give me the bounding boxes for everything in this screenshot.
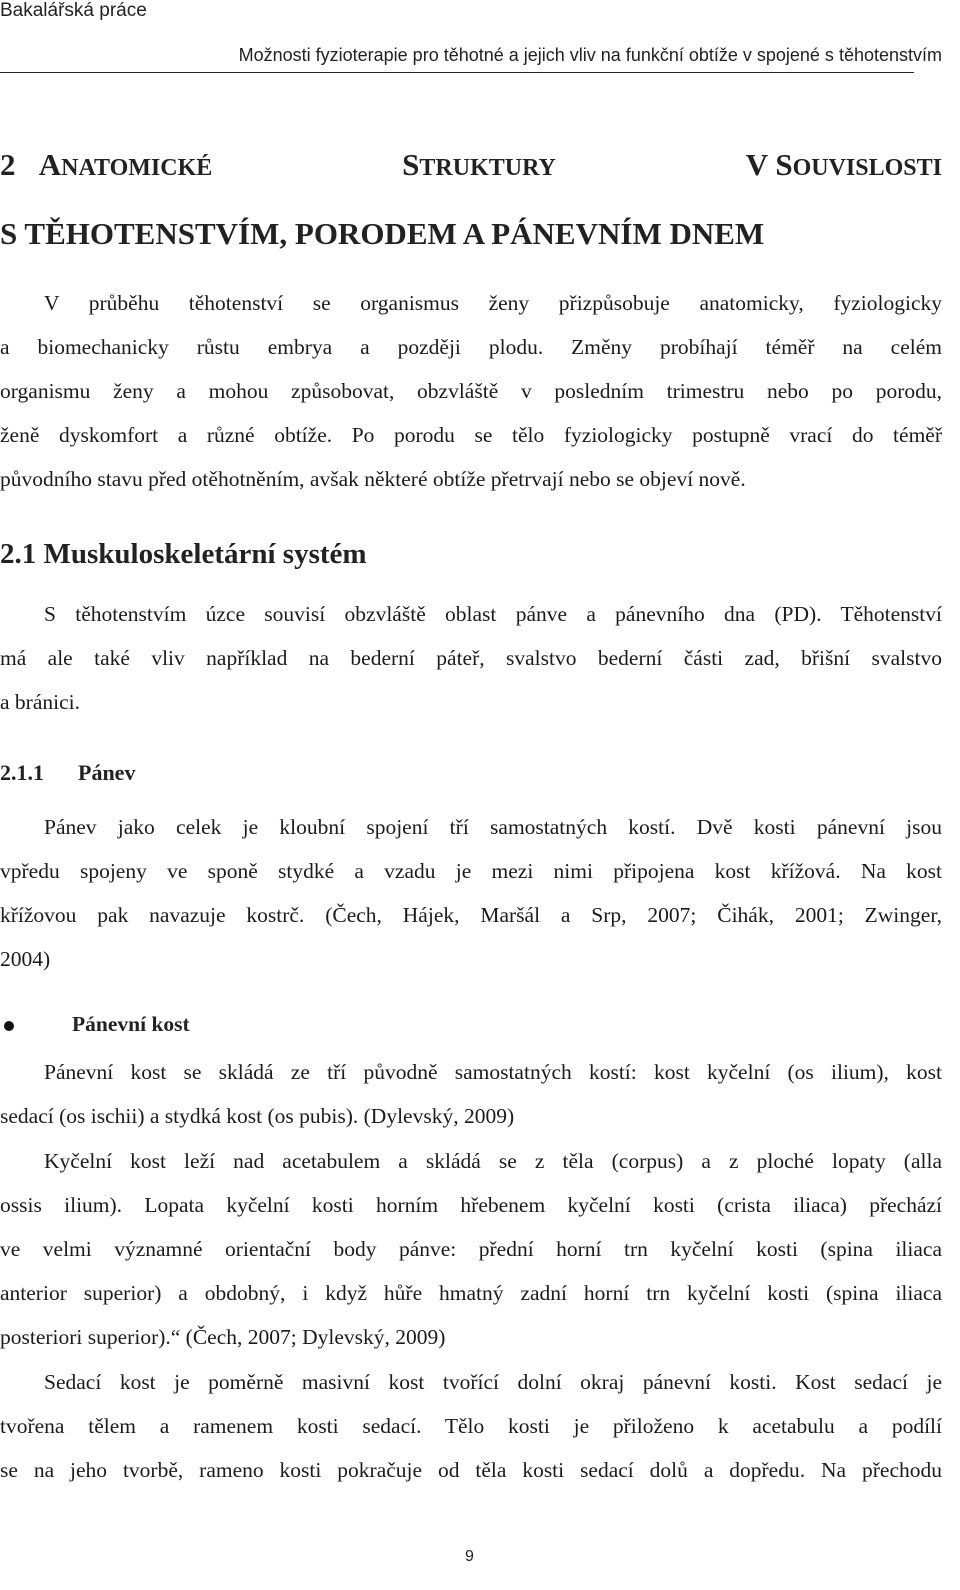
bullet-label: Pánevní kost	[72, 1012, 190, 1036]
text-line: křížovou pak navazuje kostrč. (Čech, Hájek, Maršál a Srp, 2007; Čihák, 2001; Zwinger,	[0, 903, 942, 927]
text-line: sedací (os ischii) a stydká kost (os pubis). (Dylevský, 2009)	[0, 1104, 515, 1128]
text-line: 2004)	[0, 947, 51, 971]
header-thesis-title: Možnosti fyzioterapie pro těhotné a jejich vliv na funkční obtíže v spojené s těhotenstvím	[238, 45, 942, 65]
bullet-icon	[4, 1021, 14, 1031]
pelvic-bone-paragraph	[0, 1050, 942, 1138]
chapter-word-1: ANATOMICKÉ	[38, 147, 213, 182]
chapter-number-and-word	[0, 147, 212, 183]
text-line: S těhotenstvím úzce souvisí obzvláště oblast pánve a pánevního dna (PD). Těhotenství	[44, 602, 942, 626]
text-line: a bránici.	[0, 690, 80, 714]
section-number: 2.1	[0, 538, 37, 570]
chapter-word-3: V SOUVISLOSTI	[745, 147, 942, 182]
page-number: 9	[465, 1548, 474, 1565]
section-heading	[0, 538, 367, 571]
chapter-heading-line-1	[0, 147, 942, 183]
text-line: Pánev jako celek je kloubní spojení tří samostatných kostí. Dvě kosti pánevní jsou	[44, 815, 942, 839]
text-line: Pánevní kost se skládá ze tří původně samostatných kostí: kost kyčelní (os ilium), kost	[44, 1060, 942, 1084]
ischium-paragraph	[0, 1360, 942, 1492]
text-line: ženě dyskomfort a různé obtíže. Po porodu se tělo fyziologicky postupně vrací do téměř	[0, 423, 942, 447]
text-line: posteriori superior).“ (Čech, 2007; Dylevský, 2009)	[0, 1325, 446, 1349]
chapter-word-2: STRUKTURY	[402, 147, 556, 182]
header-divider	[0, 72, 914, 73]
text-line: V průběhu těhotenství se organismus ženy přizpůsobuje anatomicky, fyziologicky	[44, 291, 942, 315]
text-line: původního stavu před otěhotněním, avšak některé obtíže přetrvají nebo se objeví nově.	[0, 467, 746, 491]
subsection-paragraph	[0, 805, 942, 981]
text-line: vpředu spojeny ve sponě stydké a vzadu je mezi nimi připojena kost křížová. Na kost	[0, 859, 942, 883]
section-title: Muskuloskeletární systém	[43, 538, 367, 570]
text-line: ossis ilium). Lopata kyčelní kosti horním hřebenem kyčelní kosti (crista iliaca) přechází	[0, 1193, 942, 1217]
subsection-number: 2.1.1	[0, 760, 44, 785]
text-line: a biomechanicky růstu embrya a později plodu. Změny probíhají téměř na celém	[0, 335, 942, 359]
subsection-title: Pánev	[78, 760, 136, 785]
text-line: má ale také vliv například na bederní páteř, svalstvo bederní části zad, břišní svalstvo	[0, 646, 942, 670]
hip-bone-paragraph	[0, 1139, 942, 1359]
text-line: tvořena tělem a ramenem kosti sedací. Tělo kosti je přiloženo k acetabulu a podílí	[0, 1414, 942, 1438]
section-paragraph	[0, 592, 942, 724]
text-line: anterior superior) a obdobný, i když hůře hmatný zadní horní trn kyčelní kosti (spina iliaca	[0, 1281, 942, 1305]
text-line: Sedací kost je poměrně masivní kost tvořící dolní okraj pánevní kosti. Kost sedací je	[44, 1370, 942, 1394]
chapter-heading-line-2: S TĚHOTENSTVÍM, PORODEM A PÁNEVNÍM DNEM	[0, 216, 765, 251]
text-line: organismu ženy a mohou způsobovat, obzvláště v posledním trimestru nebo po porodu,	[0, 379, 942, 403]
intro-paragraph	[0, 281, 942, 501]
chapter-number: 2	[0, 147, 16, 182]
text-line: se na jeho tvorbě, rameno kosti pokračuje od těla kosti sedací dolů a dopředu. Na přechodu	[0, 1458, 942, 1482]
header-thesis-type: Bakalářská práce	[0, 0, 147, 21]
text-line: ve velmi významné orientační body pánve: přední horní trn kyčelní kosti (spina iliaca	[0, 1237, 942, 1261]
bullet-item	[0, 1012, 190, 1037]
subsection-heading	[0, 760, 135, 786]
text-line: Kyčelní kost leží nad acetabulem a skládá se z těla (corpus) a z ploché lopaty (alla	[44, 1149, 942, 1173]
